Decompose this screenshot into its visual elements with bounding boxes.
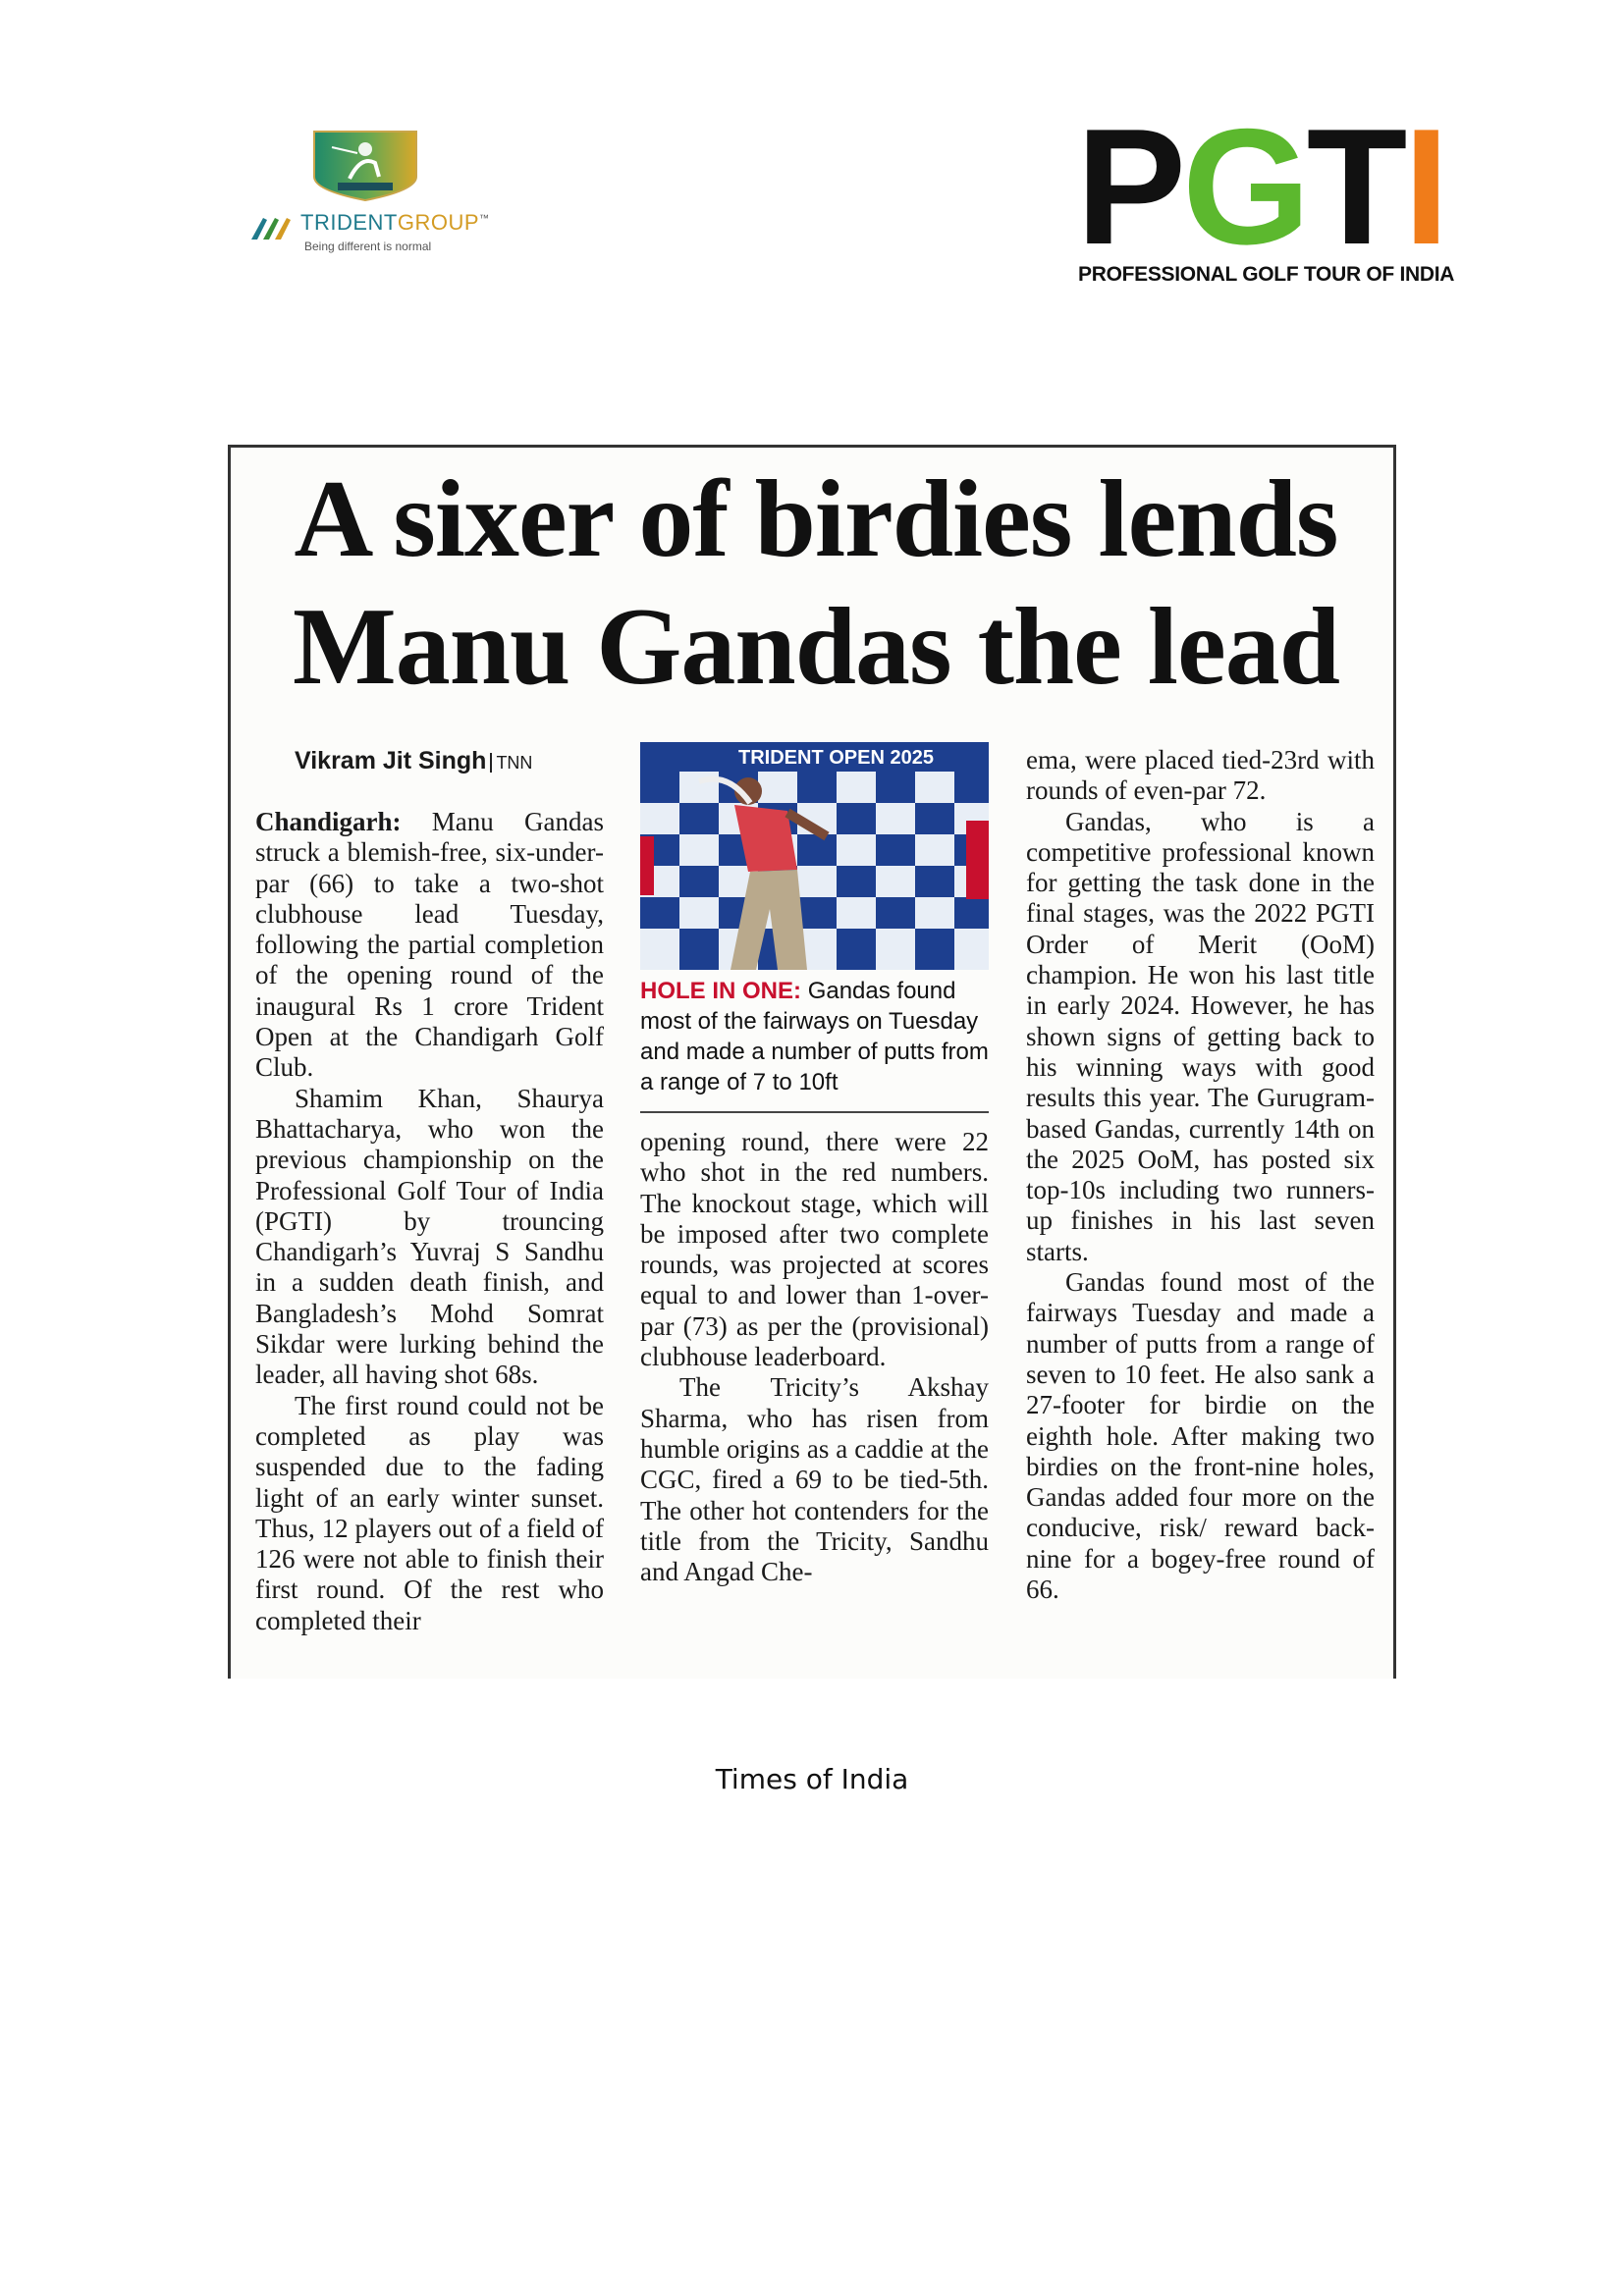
trident-tagline: Being different is normal	[304, 240, 432, 253]
source-credit: Times of India	[715, 1763, 909, 1795]
golfer-photo-image	[640, 742, 989, 970]
newspaper-clipping	[228, 445, 1396, 1679]
article-paragraph-2: Shamim Khan, Shaurya Bhattacharya, who won the previous championship on the Professional Golf Tour of India (PGTI) by trouncing Chandigarh’s Yuvraj S Sandhu in a sudden death finish, and Bangladesh’s Mohd Somrat Sikdar were lurking behind the leader, all having shot 68s.	[255, 1083, 604, 1390]
article-column-3	[1026, 745, 1375, 1605]
trident-open-shield-icon	[310, 130, 420, 202]
pgti-subtitle: PROFESSIONAL GOLF TOUR OF INDIA	[1078, 263, 1455, 286]
pgti-logo	[1076, 94, 1455, 293]
photo-banner-text: TRIDENT OPEN 2025	[738, 747, 934, 769]
article-paragraph-4b: ema, were placed tied-23rd with rounds of even-par 72.	[1026, 745, 1375, 806]
article-paragraph-3a: The first round could not be completed as play was suspended due to the fading light of an early winter sunset. Thus, 12 players out of a field of 126 were not able to finish their first round. Of the rest who completed their	[255, 1390, 604, 1635]
article-photo	[640, 742, 989, 970]
trident-group-logo	[249, 126, 490, 258]
article-dateline: Chandigarh:	[255, 807, 402, 836]
trident-group-name: TRIDENTGROUP™	[300, 210, 490, 235]
pgti-wordmark: PGTI	[1076, 94, 1446, 279]
article-paragraph-3b: opening round, there were 22 who shot in the red numbers. The knockout stage, which will be imposed after two complete rounds, was projected at scores equal to and lower than 1-over-par (73) as per the (provisional) clubhouse leaderboard.	[640, 1127, 989, 1372]
article-column-1	[255, 742, 604, 1636]
article-column-2	[640, 742, 989, 1587]
trident-swoosh-icon	[249, 210, 300, 241]
article-paragraph-6: Gandas found most of the fairways Tuesday and made a number of putts from a range of seven to 10 feet. He also sank a 27-footer for birdie on the eighth hole. After making two birdies on the front-nine holes, Gandas added four more on the conducive, risk/ reward back-nine for a bogey-free round of 66.	[1026, 1267, 1375, 1605]
article-byline: Vikram Jit Singh TNN	[295, 747, 533, 774]
photo-caption: HOLE IN ONE: Gandas found most of the fairways on Tuesday and made a number of putts from a range of 7 to 10ft	[640, 976, 989, 1113]
article-paragraph-4a: The Tricity’s Akshay Sharma, who has risen from humble origins as a caddie at the CGC, fired a 69 to be tied-5th. The other hot contenders for the title from the Tricity, Sandhu and Angad Che-	[640, 1372, 989, 1587]
article-paragraph-5: Gandas, who is a competitive professional known for getting the task done in the final stages, was the 2022 PGTI Order of Merit (OoM) champion. He won his last title in early 2024. However, he has shown signs of getting back to his winning ways with good results this year. The Gurugram-based Gandas, currently 14th on the 2025 OoM, has posted six top-10s including two runners-up finishes in his last seven starts.	[1026, 806, 1375, 1266]
article-headline: A sixer of birdies lends Manu Gandas the lead	[293, 458, 1339, 708]
article-paragraph-1: Chandigarh: Manu Gandas struck a blemish-free, six-under-par (66) to take a two-shot clubhouse lead Tuesday, following the partial completion of the opening round of the inaugural Rs 1 crore Trident Open at the Chandigarh Golf Club.	[255, 807, 605, 1083]
